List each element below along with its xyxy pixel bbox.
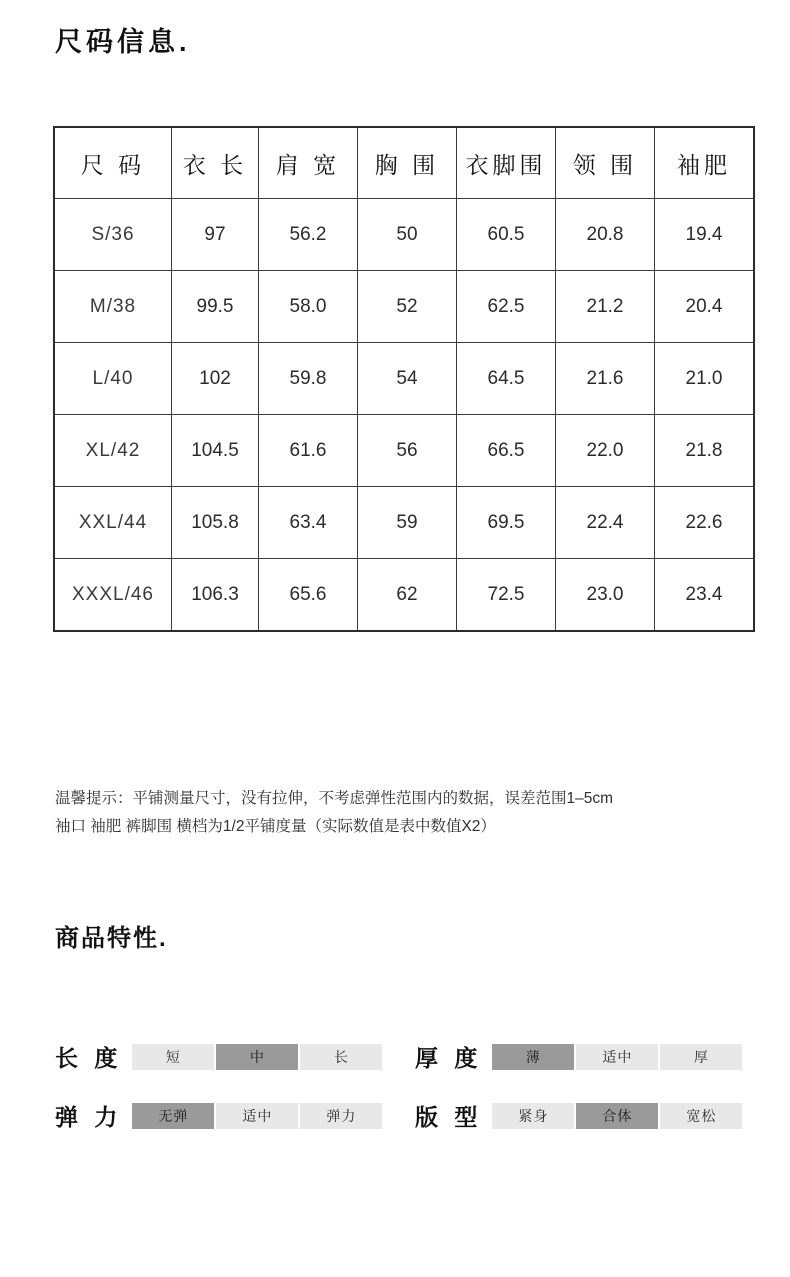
table-cell: 21.0 [655, 343, 755, 415]
attribute-label: 长 度 [55, 1045, 123, 1071]
attribute-label: 版 型 [415, 1104, 483, 1130]
note-line-1: 温馨提示：平铺测量尺寸，没有拉伸，不考虑弹性范围内的数据，误差范围1–5cm [55, 790, 614, 807]
table-cell: 64.5 [457, 343, 556, 415]
table-cell: 102 [172, 343, 259, 415]
table-cell: 23.4 [655, 559, 755, 632]
attribute-options [132, 1103, 384, 1129]
table-cell: 61.6 [259, 415, 358, 487]
table-cell: 105.8 [172, 487, 259, 559]
table-cell: 50 [358, 199, 457, 271]
table-cell: 23.0 [556, 559, 655, 632]
table-row [54, 271, 754, 343]
table-cell: 106.3 [172, 559, 259, 632]
table-cell: 21.8 [655, 415, 755, 487]
attribute-options [132, 1044, 384, 1070]
table-cell: 20.8 [556, 199, 655, 271]
table-row [54, 415, 754, 487]
attribute-label: 厚 度 [415, 1045, 483, 1071]
attribute-row-2 [55, 1099, 745, 1132]
table-cell: 54 [358, 343, 457, 415]
table-header-cell: 袖肥 [655, 127, 755, 199]
attribute-row-1 [55, 1040, 745, 1073]
table-cell: 63.4 [259, 487, 358, 559]
attribute-option-selected[interactable]: 中 [216, 1044, 298, 1070]
note-line-2: 袖口 袖肥 裤脚围 横档为1/2平铺度量（实际数值是表中数值X2） [55, 818, 496, 835]
table-header-cell: 衣 长 [172, 127, 259, 199]
attribute-option[interactable]: 长 [300, 1044, 382, 1070]
table-cell-size: M/38 [54, 271, 172, 343]
table-header-cell: 衣脚围 [457, 127, 556, 199]
attribute-fit [415, 1099, 745, 1132]
table-row [54, 487, 754, 559]
attribute-option[interactable]: 短 [132, 1044, 214, 1070]
table-cell: 56 [358, 415, 457, 487]
table-cell: 60.5 [457, 199, 556, 271]
table-cell: 97 [172, 199, 259, 271]
size-chart-table [53, 126, 755, 632]
table-cell: 104.5 [172, 415, 259, 487]
table-cell-size: L/40 [54, 343, 172, 415]
attribute-option[interactable]: 适中 [216, 1103, 298, 1129]
attribute-thickness [415, 1040, 745, 1073]
attribute-option[interactable]: 适中 [576, 1044, 658, 1070]
table-cell: 20.4 [655, 271, 755, 343]
table-header-cell: 领 围 [556, 127, 655, 199]
table-cell: 21.6 [556, 343, 655, 415]
table-cell-size: S/36 [54, 199, 172, 271]
product-attributes [55, 1040, 745, 1158]
table-cell: 22.6 [655, 487, 755, 559]
attribute-elasticity [55, 1099, 415, 1132]
table-cell: 65.6 [259, 559, 358, 632]
table-cell-size: XXXL/46 [54, 559, 172, 632]
table-cell: 62.5 [457, 271, 556, 343]
product-feature-heading: 商品特性. [55, 925, 168, 952]
attribute-option[interactable]: 紧身 [492, 1103, 574, 1129]
table-cell: 22.0 [556, 415, 655, 487]
attribute-option[interactable]: 厚 [660, 1044, 742, 1070]
table-cell: 22.4 [556, 487, 655, 559]
attribute-options [492, 1103, 744, 1129]
table-row [54, 559, 754, 632]
table-cell-size: XXL/44 [54, 487, 172, 559]
table-cell: 19.4 [655, 199, 755, 271]
table-cell: 69.5 [457, 487, 556, 559]
table-header-cell: 肩 宽 [259, 127, 358, 199]
attribute-length [55, 1040, 415, 1073]
table-cell: 59.8 [259, 343, 358, 415]
attribute-option[interactable]: 弹力 [300, 1103, 382, 1129]
table-cell: 72.5 [457, 559, 556, 632]
table-cell: 66.5 [457, 415, 556, 487]
attribute-option[interactable]: 宽松 [660, 1103, 742, 1129]
attribute-options [492, 1044, 744, 1070]
table-cell: 21.2 [556, 271, 655, 343]
measurement-note [55, 785, 745, 841]
table-cell-size: XL/42 [54, 415, 172, 487]
table-cell: 62 [358, 559, 457, 632]
table-cell: 52 [358, 271, 457, 343]
table-row [54, 343, 754, 415]
attribute-option-selected[interactable]: 合体 [576, 1103, 658, 1129]
attribute-label: 弹 力 [55, 1104, 123, 1130]
table-cell: 56.2 [259, 199, 358, 271]
table-cell: 99.5 [172, 271, 259, 343]
table-header-row [54, 127, 754, 199]
table-header-cell: 胸 围 [358, 127, 457, 199]
table-cell: 59 [358, 487, 457, 559]
table-row [54, 199, 754, 271]
attribute-option-selected[interactable]: 无弹 [132, 1103, 214, 1129]
size-info-heading: 尺码信息. [55, 27, 191, 57]
table-header-cell: 尺 码 [54, 127, 172, 199]
table-cell: 58.0 [259, 271, 358, 343]
attribute-option-selected[interactable]: 薄 [492, 1044, 574, 1070]
